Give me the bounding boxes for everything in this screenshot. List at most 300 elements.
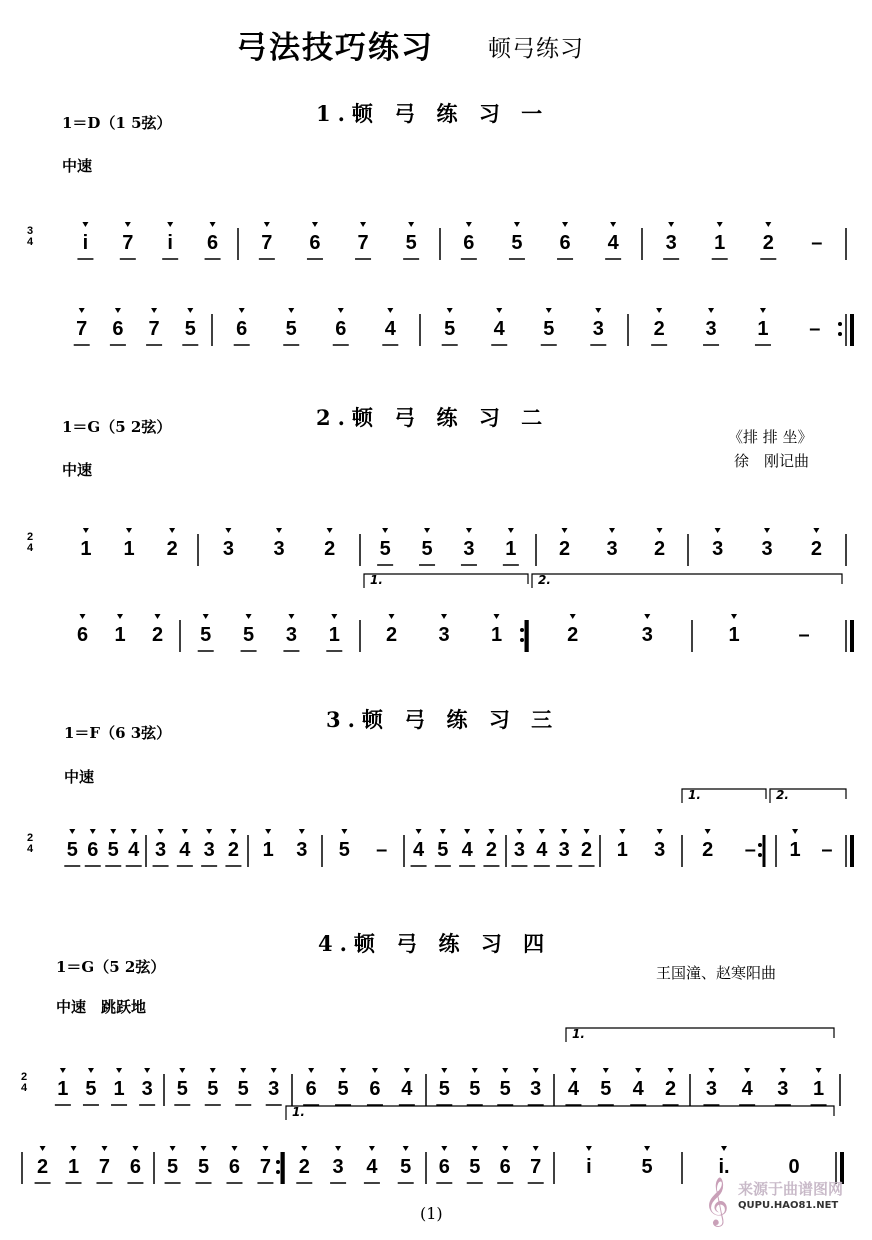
volta-bracket bbox=[532, 574, 842, 588]
time-sig-bottom: 4 bbox=[26, 542, 34, 554]
note: 3 bbox=[155, 839, 167, 861]
volta-number: 1. bbox=[572, 1027, 585, 1041]
note: 6 bbox=[129, 1156, 141, 1178]
volta-number: 2. bbox=[776, 788, 789, 802]
staccato-mark bbox=[276, 528, 282, 533]
staccato-mark bbox=[502, 1068, 508, 1073]
staccato-mark bbox=[225, 528, 231, 533]
page-title: 弓法技巧练习 bbox=[236, 30, 434, 66]
note: 4 bbox=[128, 839, 140, 861]
note: 7 bbox=[357, 232, 369, 254]
staccato-mark bbox=[262, 1146, 268, 1151]
exercise-title: 4.顿 弓 练 习 四 bbox=[318, 931, 552, 956]
note: 7 bbox=[122, 232, 134, 254]
note: 3 bbox=[761, 538, 773, 560]
note: 4 bbox=[536, 839, 548, 861]
volta-number: 2. bbox=[538, 573, 551, 587]
note: – bbox=[744, 839, 756, 861]
note: 3 bbox=[296, 839, 308, 861]
staccato-mark bbox=[206, 829, 212, 834]
note: 3 bbox=[705, 318, 717, 340]
note: 1 bbox=[789, 839, 801, 861]
note: i bbox=[167, 232, 173, 254]
staccato-mark bbox=[586, 1146, 592, 1151]
note: 3 bbox=[530, 1078, 542, 1100]
watermark-url: QUPU.HAO81.NET bbox=[738, 1200, 839, 1211]
staccato-mark bbox=[764, 528, 770, 533]
note: 3 bbox=[285, 624, 297, 646]
staccato-mark bbox=[155, 614, 161, 619]
repeat-dot bbox=[838, 332, 842, 336]
note: 6 bbox=[499, 1156, 511, 1178]
staccato-mark bbox=[657, 528, 663, 533]
staccato-mark bbox=[619, 829, 625, 834]
staccato-mark bbox=[403, 1146, 409, 1151]
staccato-mark bbox=[760, 308, 766, 313]
note: 3 bbox=[268, 1078, 280, 1100]
staccato-mark bbox=[299, 829, 305, 834]
staccato-mark bbox=[595, 308, 601, 313]
volta-number: 1. bbox=[292, 1105, 305, 1119]
note: 5 bbox=[444, 318, 456, 340]
final-bar-line bbox=[850, 620, 854, 652]
note: i. bbox=[718, 1156, 730, 1178]
note: 3 bbox=[513, 839, 525, 861]
watermark bbox=[704, 1176, 864, 1224]
repeat-dot bbox=[520, 628, 524, 632]
note: 2 bbox=[567, 624, 579, 646]
staccato-mark bbox=[561, 829, 567, 834]
note: i bbox=[586, 1156, 592, 1178]
note: 4 bbox=[401, 1078, 413, 1100]
note: 7 bbox=[259, 1156, 271, 1178]
staccato-mark bbox=[169, 528, 175, 533]
note: 1 bbox=[728, 624, 740, 646]
final-bar-line bbox=[850, 314, 854, 346]
staccato-mark bbox=[341, 829, 347, 834]
note: 5 bbox=[641, 1156, 653, 1178]
staccato-mark bbox=[60, 1068, 66, 1073]
staccato-mark bbox=[170, 1146, 176, 1151]
staccato-mark bbox=[603, 1068, 609, 1073]
staff-row bbox=[20, 272, 860, 402]
treble-clef-icon: 𝄞 bbox=[704, 1176, 729, 1225]
staccato-mark bbox=[83, 528, 89, 533]
note: 3 bbox=[665, 232, 677, 254]
staccato-mark bbox=[668, 222, 674, 227]
staccato-mark bbox=[110, 829, 116, 834]
note: 5 bbox=[469, 1078, 481, 1100]
staccato-mark bbox=[101, 1146, 107, 1151]
staccato-mark bbox=[441, 1146, 447, 1151]
staccato-mark bbox=[404, 1068, 410, 1073]
staccato-mark bbox=[715, 528, 721, 533]
note: 5 bbox=[66, 839, 78, 861]
staccato-mark bbox=[115, 308, 121, 313]
staccato-mark bbox=[416, 829, 422, 834]
staccato-mark bbox=[539, 829, 545, 834]
staccato-mark bbox=[656, 308, 662, 313]
note: 1 bbox=[714, 232, 726, 254]
note: 1 bbox=[490, 624, 503, 646]
staccato-mark bbox=[708, 1068, 714, 1073]
note: 1 bbox=[57, 1078, 69, 1100]
staccato-mark bbox=[239, 308, 245, 313]
note: 5 bbox=[237, 1078, 249, 1100]
time-sig-bottom: 4 bbox=[26, 843, 34, 855]
note: 3 bbox=[606, 538, 618, 560]
staccato-mark bbox=[717, 222, 723, 227]
staccato-mark bbox=[516, 829, 522, 834]
staccato-mark bbox=[301, 1146, 307, 1151]
note: 5 bbox=[405, 232, 417, 254]
staccato-mark bbox=[424, 528, 430, 533]
staccato-mark bbox=[69, 829, 75, 834]
staccato-mark bbox=[116, 1068, 122, 1073]
exercise-title: 2.顿 弓 练 习 二 bbox=[316, 405, 550, 430]
staccato-mark bbox=[609, 528, 615, 533]
staccato-mark bbox=[167, 222, 173, 227]
note: 6 bbox=[369, 1078, 381, 1100]
note: 7 bbox=[148, 318, 160, 340]
staccato-mark bbox=[288, 308, 294, 313]
staccato-mark bbox=[132, 1146, 138, 1151]
staccato-mark bbox=[644, 1146, 650, 1151]
staccato-mark bbox=[90, 829, 96, 834]
staccato-mark bbox=[744, 1068, 750, 1073]
staccato-mark bbox=[80, 614, 86, 619]
staccato-mark bbox=[514, 222, 520, 227]
composer-credit: 徐 刚记曲 bbox=[734, 452, 810, 470]
staccato-mark bbox=[533, 1068, 539, 1073]
staccato-mark bbox=[335, 1146, 341, 1151]
staccato-mark bbox=[382, 528, 388, 533]
staccato-mark bbox=[88, 1068, 94, 1073]
tempo-marking: 中速 bbox=[62, 157, 93, 175]
note: 4 bbox=[607, 232, 619, 254]
note: 5 bbox=[107, 839, 119, 861]
staccato-mark bbox=[472, 1146, 478, 1151]
note: 6 bbox=[305, 1078, 317, 1100]
tempo-marking: 中速 bbox=[62, 461, 93, 479]
staccato-mark bbox=[584, 829, 590, 834]
staccato-mark bbox=[82, 222, 88, 227]
staccato-mark bbox=[792, 829, 798, 834]
note: 2 bbox=[581, 839, 593, 861]
staccato-mark bbox=[496, 308, 502, 313]
note: 5 bbox=[167, 1156, 179, 1178]
staccato-mark bbox=[182, 829, 188, 834]
note: 2 bbox=[762, 232, 774, 254]
note: 3 bbox=[712, 538, 724, 560]
staccato-mark bbox=[40, 1146, 46, 1151]
staccato-mark bbox=[447, 308, 453, 313]
note: 1 bbox=[757, 318, 769, 340]
note: 4 bbox=[567, 1078, 579, 1100]
time-sig-top: 2 bbox=[20, 1071, 28, 1083]
note: 3 bbox=[777, 1078, 789, 1100]
note: 5 bbox=[337, 1078, 349, 1100]
note: 5 bbox=[197, 1156, 210, 1178]
staccato-mark bbox=[117, 614, 123, 619]
note: 6 bbox=[463, 232, 475, 254]
staccato-mark bbox=[187, 308, 193, 313]
staff-row bbox=[20, 568, 860, 698]
repeat-dot bbox=[758, 853, 762, 857]
staccato-mark bbox=[440, 829, 446, 834]
note: – bbox=[798, 624, 810, 646]
staccato-mark bbox=[668, 1068, 674, 1073]
note: 5 bbox=[499, 1078, 511, 1100]
staccato-mark bbox=[546, 308, 552, 313]
note: 3 bbox=[332, 1156, 344, 1178]
key-signature: 1＝G（5 2弦） bbox=[62, 418, 172, 436]
staccato-mark bbox=[708, 308, 714, 313]
note: 4 bbox=[413, 839, 425, 861]
note: – bbox=[809, 318, 821, 340]
staccato-mark bbox=[570, 1068, 576, 1073]
note: 7 bbox=[261, 232, 273, 254]
note: 3 bbox=[273, 538, 285, 560]
staccato-mark bbox=[331, 614, 337, 619]
staccato-mark bbox=[125, 222, 131, 227]
volta-number: 1. bbox=[370, 573, 383, 587]
exercise-title: 3.顿 弓 练 习 三 bbox=[326, 707, 560, 732]
key-signature: 1＝F（6 3弦） bbox=[64, 724, 172, 742]
note: 5 bbox=[184, 318, 196, 340]
tempo-marking: 中速 跳跃地 bbox=[56, 998, 147, 1016]
note: i bbox=[82, 232, 89, 254]
time-signature bbox=[22, 226, 38, 248]
note: 1 bbox=[123, 538, 135, 560]
volta-bracket bbox=[566, 1028, 834, 1042]
note: 1 bbox=[328, 624, 340, 646]
staccato-mark bbox=[240, 1068, 246, 1073]
time-signature bbox=[16, 1072, 32, 1094]
note: 2 bbox=[227, 839, 239, 861]
note: 4 bbox=[741, 1078, 753, 1100]
staccato-mark bbox=[210, 222, 216, 227]
staccato-mark bbox=[360, 222, 366, 227]
note: 6 bbox=[438, 1156, 450, 1178]
staccato-mark bbox=[644, 614, 650, 619]
staccato-mark bbox=[721, 1146, 727, 1151]
time-sig-top: 2 bbox=[26, 531, 34, 543]
composer-credit: 王国潼、赵寒阳曲 bbox=[656, 964, 777, 982]
note: 1 bbox=[80, 538, 92, 560]
staccato-mark bbox=[340, 1068, 346, 1073]
note: 3 bbox=[558, 839, 570, 861]
note: 5 bbox=[600, 1078, 612, 1100]
note: – bbox=[811, 232, 823, 254]
note: 5 bbox=[85, 1078, 97, 1100]
staccato-mark bbox=[780, 1068, 786, 1073]
staccato-mark bbox=[230, 829, 236, 834]
repeat-dot bbox=[520, 638, 524, 642]
staccato-mark bbox=[441, 1068, 447, 1073]
repeat-dot bbox=[276, 1160, 280, 1164]
note: 6 bbox=[76, 624, 89, 646]
staccato-mark bbox=[288, 614, 294, 619]
staccato-mark bbox=[610, 222, 616, 227]
note: 3 bbox=[141, 1078, 153, 1100]
note: 7 bbox=[98, 1156, 111, 1178]
staccato-mark bbox=[441, 614, 447, 619]
staccato-mark bbox=[765, 222, 771, 227]
staccato-mark bbox=[201, 1146, 207, 1151]
time-sig-bottom: 4 bbox=[26, 236, 34, 248]
volta-bracket bbox=[364, 574, 528, 588]
note: 6 bbox=[228, 1156, 241, 1178]
staccato-mark bbox=[264, 222, 270, 227]
note: 1 bbox=[813, 1078, 825, 1100]
note: 2 bbox=[37, 1156, 49, 1178]
staccato-mark bbox=[210, 1068, 216, 1073]
staccato-mark bbox=[387, 308, 393, 313]
note: 5 bbox=[338, 839, 350, 861]
note: 5 bbox=[243, 624, 255, 646]
staff-row bbox=[20, 775, 860, 905]
note: 3 bbox=[438, 624, 450, 646]
time-sig-bottom: 4 bbox=[20, 1082, 28, 1094]
note: 1 bbox=[114, 624, 126, 646]
note: 5 bbox=[511, 232, 523, 254]
note: 3 bbox=[592, 318, 604, 340]
staccato-mark bbox=[731, 614, 737, 619]
note: 2 bbox=[810, 538, 822, 560]
note: 2 bbox=[385, 624, 398, 646]
page-number: (1) bbox=[420, 1204, 443, 1223]
note: 2 bbox=[653, 538, 666, 560]
note: 4 bbox=[493, 318, 505, 340]
staccato-mark bbox=[466, 528, 472, 533]
key-signature: 1＝D（1 5弦） bbox=[62, 114, 172, 132]
page-subtitle: 顿弓练习 bbox=[488, 36, 584, 62]
note: 2 bbox=[324, 538, 336, 560]
time-sig-top: 3 bbox=[26, 225, 34, 237]
note: – bbox=[821, 839, 833, 861]
time-signature bbox=[22, 833, 38, 855]
staccato-mark bbox=[312, 222, 318, 227]
staccato-mark bbox=[179, 1068, 185, 1073]
staccato-mark bbox=[508, 528, 514, 533]
staccato-mark bbox=[657, 829, 663, 834]
note: 6 bbox=[559, 232, 571, 254]
volta-number: 1. bbox=[688, 788, 701, 802]
staccato-mark bbox=[144, 1068, 150, 1073]
note: 6 bbox=[335, 318, 347, 340]
key-signature: 1＝G（5 2弦） bbox=[56, 958, 166, 976]
note: 6 bbox=[236, 318, 248, 340]
staccato-mark bbox=[570, 614, 576, 619]
staccato-mark bbox=[562, 528, 568, 533]
note: 3 bbox=[203, 839, 215, 861]
note: 6 bbox=[207, 232, 219, 254]
staccato-mark bbox=[502, 1146, 508, 1151]
time-sig-top: 2 bbox=[26, 832, 34, 844]
staccato-mark bbox=[408, 222, 414, 227]
staccato-mark bbox=[246, 614, 252, 619]
note: 5 bbox=[421, 538, 433, 560]
staccato-mark bbox=[131, 829, 137, 834]
staccato-mark bbox=[151, 308, 157, 313]
note: 1 bbox=[616, 839, 628, 861]
staccato-mark bbox=[464, 829, 470, 834]
staccato-mark bbox=[533, 1146, 539, 1151]
staccato-mark bbox=[816, 1068, 822, 1073]
note: 4 bbox=[461, 839, 473, 861]
note: 5 bbox=[400, 1156, 412, 1178]
repeat-dot bbox=[838, 322, 842, 326]
staccato-mark bbox=[308, 1068, 314, 1073]
note: 1 bbox=[262, 839, 274, 861]
note: 2 bbox=[485, 839, 497, 861]
note: 5 bbox=[207, 1078, 219, 1100]
staccato-mark bbox=[231, 1146, 237, 1151]
note: 2 bbox=[298, 1156, 310, 1178]
note: 3 bbox=[222, 538, 234, 560]
note: 2 bbox=[702, 839, 714, 861]
staccato-mark bbox=[705, 829, 711, 834]
note: 5 bbox=[438, 1078, 450, 1100]
note: 1 bbox=[505, 538, 517, 560]
staccato-mark bbox=[271, 1068, 277, 1073]
staccato-mark bbox=[327, 528, 333, 533]
note: 6 bbox=[87, 839, 99, 861]
note: – bbox=[376, 839, 388, 861]
note: 4 bbox=[632, 1078, 644, 1100]
note: 4 bbox=[384, 318, 396, 340]
note: 1 bbox=[67, 1156, 80, 1178]
note: 3 bbox=[654, 839, 666, 861]
note: 2 bbox=[665, 1078, 677, 1100]
note: 0 bbox=[788, 1156, 800, 1178]
note: 7 bbox=[76, 318, 88, 340]
note: 5 bbox=[437, 839, 449, 861]
exercise-title: 1.顿 弓 练 习 一 bbox=[316, 101, 550, 126]
note: 5 bbox=[200, 624, 212, 646]
staccato-mark bbox=[472, 1068, 478, 1073]
staccato-mark bbox=[466, 222, 472, 227]
staccato-mark bbox=[338, 308, 344, 313]
tempo-marking: 中速 bbox=[64, 768, 95, 786]
repeat-dot bbox=[758, 843, 762, 847]
note: 6 bbox=[309, 232, 321, 254]
note: 2 bbox=[151, 624, 164, 646]
staccato-mark bbox=[635, 1068, 641, 1073]
note: 6 bbox=[112, 318, 124, 340]
staccato-mark bbox=[488, 829, 494, 834]
note: 4 bbox=[179, 839, 191, 861]
source-credit: 《排 排 坐》 bbox=[728, 428, 813, 446]
staccato-mark bbox=[813, 528, 819, 533]
note: 5 bbox=[285, 318, 297, 340]
note: 7 bbox=[530, 1156, 542, 1178]
staccato-mark bbox=[265, 829, 271, 834]
time-signature bbox=[22, 532, 38, 554]
note: 1 bbox=[113, 1078, 125, 1100]
note: 5 bbox=[469, 1156, 481, 1178]
staccato-mark bbox=[494, 614, 500, 619]
staccato-mark bbox=[158, 829, 164, 834]
note: 2 bbox=[558, 538, 571, 560]
staccato-mark bbox=[203, 614, 209, 619]
note: 5 bbox=[543, 318, 555, 340]
staccato-mark bbox=[126, 528, 132, 533]
staccato-mark bbox=[372, 1068, 378, 1073]
final-bar-line bbox=[850, 835, 854, 867]
note: 3 bbox=[463, 538, 475, 560]
